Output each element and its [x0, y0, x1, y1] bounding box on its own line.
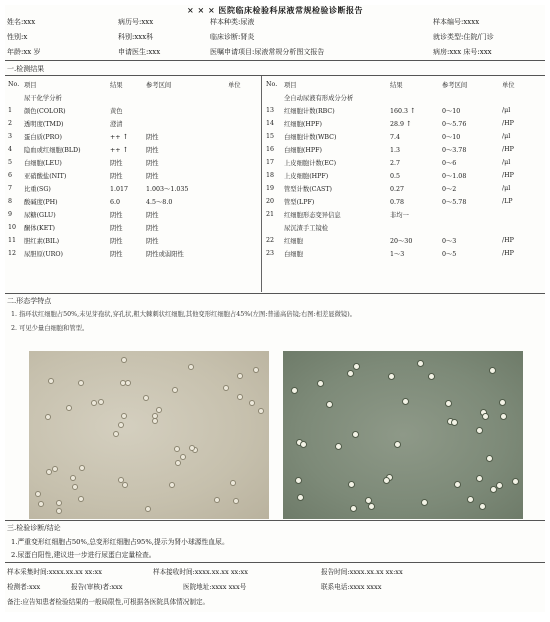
test-item: 蛋白质(PRO)	[24, 134, 62, 141]
test-result: 阴性	[110, 225, 123, 232]
cell-dot	[78, 496, 84, 502]
reference-range: 0～3	[442, 238, 457, 245]
result-row	[265, 182, 543, 195]
divider	[5, 60, 545, 61]
group-row	[265, 91, 543, 104]
cell-dot	[348, 481, 355, 488]
cell-dot	[237, 394, 243, 400]
cell-dot	[223, 385, 229, 391]
col-item: 项目	[284, 82, 297, 89]
row-number: 10	[8, 224, 17, 231]
col-reference: 参考区间	[442, 82, 468, 89]
cell-dot	[45, 414, 51, 420]
cell-dot	[66, 405, 72, 411]
cell-dot	[118, 422, 124, 428]
test-result: 黄色	[110, 108, 123, 115]
cell-dot	[445, 400, 452, 407]
row-number: 21	[266, 211, 275, 218]
test-result: ++ ↑	[110, 145, 129, 154]
abnormal-flag: ↑	[406, 119, 412, 128]
col-no: No.	[8, 81, 20, 88]
cell-dot	[428, 373, 435, 380]
result-row	[7, 130, 259, 143]
cell-dot	[402, 398, 409, 405]
table-divider	[261, 76, 262, 292]
test-item: 白细胞(HPF)	[284, 147, 322, 154]
test-item: 白细胞	[284, 251, 303, 258]
reference-range: 0～10	[442, 134, 461, 141]
unit	[227, 130, 259, 143]
cell-dot	[300, 441, 307, 448]
cell-dot	[258, 408, 264, 414]
unit	[227, 117, 259, 130]
row-number: 4	[8, 146, 13, 153]
cell-dot	[152, 418, 158, 424]
cell-dot	[78, 380, 84, 386]
cell-dot	[317, 380, 324, 387]
cell-dot	[335, 443, 342, 450]
row-number	[265, 221, 283, 234]
unit: /HP	[502, 250, 514, 257]
cell-dot	[35, 491, 41, 497]
cell-dot	[48, 378, 54, 384]
unit	[227, 104, 259, 117]
test-item: 酮体(KET)	[24, 225, 56, 232]
sample-number: 样本编号:xxxx	[433, 18, 480, 26]
row-number: 6	[8, 172, 13, 179]
row-number: 18	[266, 172, 275, 179]
reference-range	[441, 221, 501, 234]
result-row	[7, 182, 259, 195]
result-row	[265, 130, 543, 143]
result-row	[7, 143, 259, 156]
test-result: 2.7	[390, 159, 401, 167]
unit: /LP	[502, 198, 513, 205]
conclusion-2: 2.尿蛋白阳性,建议进一步进行尿蛋白定量检查。	[11, 551, 156, 559]
result-row	[7, 234, 259, 247]
result-row	[265, 117, 543, 130]
cell-dot	[368, 503, 375, 510]
row-number: 23	[266, 250, 275, 257]
col-result: 结果	[390, 82, 403, 89]
reference-range: 阴性	[146, 212, 159, 219]
test-item: 酸碱度(PH)	[24, 199, 58, 206]
col-unit: 单位	[502, 82, 515, 89]
group-label: 全自动尿液有形成分分析	[284, 95, 354, 102]
cell-dot	[125, 380, 131, 386]
cell-dot	[174, 446, 180, 452]
cell-dot	[121, 413, 127, 419]
col-item: 项目	[24, 82, 37, 89]
hospital-address: 医院地址:xxxx xxx号	[183, 583, 247, 591]
cell-dot	[175, 460, 181, 466]
unit: /μl	[502, 107, 511, 114]
result-row	[7, 208, 259, 221]
brightfield-micrograph	[29, 351, 269, 519]
reference-range: 阴性	[146, 238, 159, 245]
test-item: 颜色(COLOR)	[24, 108, 66, 115]
cell-dot	[326, 401, 333, 408]
cell-dot	[70, 475, 76, 481]
test-result: 0.5	[390, 172, 401, 180]
test-result: 1～3	[390, 251, 405, 258]
department: 科别:xxx科	[118, 33, 154, 41]
group-label: 尿干化学分析	[24, 95, 62, 102]
reference-range: 0～5.76	[442, 121, 467, 128]
row-number: 9	[8, 211, 13, 218]
patient-name: 姓名:xxx	[7, 18, 36, 26]
cell-dot	[490, 486, 497, 493]
test-item: 上皮细胞计数(EC)	[284, 160, 337, 167]
unit	[227, 169, 259, 182]
patient-age: 年龄:xx 岁	[7, 48, 41, 56]
clinical-diagnosis: 临床诊断:肾炎	[210, 33, 255, 41]
visit-type: 就诊类型:住院/门诊	[433, 33, 494, 41]
abnormal-flag: ↑	[122, 145, 129, 154]
unit: /HP	[502, 172, 514, 179]
cell-dot	[145, 506, 151, 512]
unit	[227, 182, 259, 195]
conclusion-1: 1.严重变形红细胞占50%,总变形红细胞占95%,提示为肾小球源性血尿。	[11, 538, 229, 546]
contact-phone: 联系电话:xxxx xxxx	[321, 583, 382, 591]
test-result: 0.27	[390, 185, 405, 193]
collection-time: 样本采集时间:xxxx.xx.xx xx:xx	[7, 568, 102, 576]
unit	[227, 156, 259, 169]
reference-range: 阴性	[146, 160, 159, 167]
test-result: 7.4	[390, 133, 401, 141]
test-item: 红细胞计数(RBC)	[284, 108, 335, 115]
cell-dot	[421, 499, 428, 506]
cell-dot	[496, 482, 503, 489]
unit	[227, 247, 259, 260]
cell-dot	[249, 400, 255, 406]
col-reference: 参考区间	[146, 82, 172, 89]
test-item: 上皮细胞(HPF)	[284, 173, 329, 180]
reference-range	[441, 208, 501, 221]
reference-range: 0～1.08	[442, 173, 467, 180]
unit: /HP	[502, 237, 514, 244]
reference-range: 阴性	[146, 173, 159, 180]
divider	[5, 293, 545, 294]
test-item: 红细胞形态变异信息	[284, 212, 341, 219]
result-row	[265, 234, 543, 247]
cell-dot	[388, 373, 395, 380]
result-row	[265, 169, 543, 182]
row-number: 22	[266, 237, 275, 244]
test-result: 1.3	[390, 146, 401, 154]
morphology-note-2: 2. 可见少量白细胞和管型。	[11, 325, 89, 332]
reference-range: 0～2	[442, 186, 457, 193]
test-item: 比重(SG)	[24, 186, 51, 193]
row-number: 20	[266, 198, 275, 205]
row-number: 13	[266, 107, 275, 114]
cell-dot	[180, 454, 186, 460]
cell-dot	[394, 441, 401, 448]
cell-dot	[143, 395, 149, 401]
reference-range: 阴性	[146, 225, 159, 232]
requesting-doctor: 申请医生:xxx	[118, 48, 161, 56]
unit	[501, 208, 543, 221]
unit: /μl	[502, 133, 511, 140]
cell-dot	[156, 407, 162, 413]
row-number: 16	[266, 146, 275, 153]
reference-range: 阴性	[146, 134, 159, 141]
divider	[5, 75, 545, 76]
test-item: 透明度(TMD)	[24, 121, 64, 128]
unit: /μl	[502, 159, 511, 166]
cell-dot	[454, 481, 461, 488]
cell-dot	[172, 387, 178, 393]
cell-dot	[72, 484, 78, 490]
cell-dot	[46, 469, 52, 475]
test-result: 阴性	[110, 238, 123, 245]
unit	[227, 221, 259, 234]
col-no: No.	[266, 81, 278, 88]
unit	[227, 208, 259, 221]
row-number: 2	[8, 120, 13, 127]
result-row	[265, 195, 543, 208]
reference-range: 阴性	[146, 147, 159, 154]
table-header-row	[265, 78, 543, 91]
cell-dot	[56, 508, 62, 514]
result-row	[7, 104, 259, 117]
cell-dot	[383, 477, 390, 484]
cell-dot	[52, 466, 58, 472]
test-result: 0.78	[390, 198, 405, 206]
cell-dot	[79, 465, 85, 471]
record-number: 病历号:xxx	[118, 18, 154, 26]
cell-dot	[188, 364, 194, 370]
cell-dot	[350, 505, 357, 512]
test-item: 管型计数(CAST)	[284, 186, 332, 193]
cell-dot	[113, 431, 119, 437]
result-row	[7, 247, 259, 260]
col-result: 结果	[110, 82, 123, 89]
reference-range: 4.5～8.0	[146, 199, 173, 206]
unit	[227, 143, 259, 156]
test-item: 白细胞计数(WBC)	[284, 134, 337, 141]
section-conclusion-heading: 三.检验诊断/结论	[7, 524, 61, 532]
cell-dot	[489, 367, 496, 374]
cell-dot	[91, 400, 97, 406]
test-item: 隐血或红细胞(BLD)	[24, 147, 81, 154]
ward-bed: 病房:xxx 床号:xxx	[433, 48, 492, 56]
result-row	[7, 195, 259, 208]
test-result: 阴性	[110, 173, 123, 180]
test-item: 红细胞(HPF)	[284, 121, 322, 128]
test-result: ++ ↑	[110, 132, 129, 141]
unit	[227, 195, 259, 208]
result-row	[7, 117, 259, 130]
abnormal-flag: ↑	[122, 132, 129, 141]
test-result: 20～30	[390, 238, 413, 245]
test-result: 阴性	[110, 212, 123, 219]
test-item: 红细胞	[284, 238, 303, 245]
cell-dot	[121, 357, 127, 363]
report-page	[5, 5, 545, 612]
test-result: 澄清	[110, 121, 123, 128]
row-number: 15	[266, 133, 275, 140]
phase-contrast-micrograph	[283, 351, 523, 519]
section-results-heading: 一.检测结果	[7, 65, 45, 73]
group-row	[7, 91, 259, 104]
test-item: 胆红素(BIL)	[24, 238, 60, 245]
cell-dot	[347, 370, 354, 377]
test-item: 尿糖(GLU)	[24, 212, 56, 219]
test-result: 阴性	[110, 251, 123, 258]
row-number: 14	[266, 120, 275, 127]
cell-dot	[295, 477, 302, 484]
row-number: 17	[266, 159, 275, 166]
result-row	[265, 208, 543, 221]
result-row	[7, 169, 259, 182]
patient-sex: 性别:x	[7, 33, 28, 41]
cell-dot	[237, 373, 243, 379]
row-number: 8	[8, 198, 13, 205]
row-number: 1	[8, 107, 13, 114]
receive-time: 样本接收时间:xxxx.xx.xx xx:xx	[153, 568, 248, 576]
result-row	[265, 143, 543, 156]
cell-dot	[499, 399, 506, 406]
test-item: 亚硝酸盐(NIT)	[24, 173, 67, 180]
test-result: 1.017	[110, 185, 129, 193]
reference-range: 0～10	[442, 108, 461, 115]
col-unit: 单位	[228, 82, 241, 89]
table-header-row	[7, 78, 259, 91]
row-number: 7	[8, 185, 13, 192]
unit: /HP	[502, 120, 514, 127]
reference-range: 1.003～1.035	[146, 186, 189, 193]
sediment-table	[265, 78, 543, 260]
result-row	[265, 221, 543, 234]
test-result: 6.0	[110, 198, 121, 206]
test-item: 白细胞(LEU)	[24, 160, 62, 167]
reference-range: 0～6	[442, 160, 457, 167]
result-row	[265, 156, 543, 169]
cell-dot	[476, 427, 483, 434]
unit	[501, 221, 543, 234]
cell-dot	[297, 494, 304, 501]
requested-test: 医嘱申请项目:尿液常规分析图文报告	[210, 48, 325, 56]
cell-dot	[451, 419, 458, 426]
section-morphology-heading: 二.形态学特点	[7, 297, 52, 305]
cell-dot	[512, 478, 519, 485]
row-number: 11	[8, 237, 17, 244]
test-result	[389, 221, 441, 234]
test-result: 阴性	[110, 160, 123, 167]
morphology-note-1: 1. 指环状红细胞占50%,未见芽孢状,穿孔状,粗大棘刺状红细胞,其他变形红细胞占45%(左图:普通高倍镜;右图:相差显微镜)。	[11, 311, 356, 318]
row-number: 12	[8, 250, 17, 257]
cell-dot	[253, 367, 259, 373]
reviewer: 报告(审核)者:xxx	[71, 583, 123, 591]
unit: /HP	[502, 146, 514, 153]
examiner: 检测者:xxx	[7, 583, 41, 591]
cell-dot	[352, 431, 359, 438]
reference-range: 0～3.78	[442, 147, 467, 154]
result-row	[265, 247, 543, 260]
cell-dot	[365, 497, 372, 504]
cell-dot	[291, 387, 298, 394]
divider	[5, 562, 545, 563]
cell-dot	[98, 399, 104, 405]
cell-dot	[38, 501, 44, 507]
cell-dot	[122, 482, 128, 488]
cell-dot	[189, 445, 195, 451]
test-item: 尿胆原(URO)	[24, 251, 64, 258]
footer-note: 备注:应告知患者检验结果的一般局限性,可根据各医院具体情况制定。	[7, 598, 210, 606]
chemistry-table	[7, 78, 259, 260]
test-item: 尿沉渣手工镜检	[284, 225, 329, 232]
row-number: 3	[8, 133, 13, 140]
reference-range: 0～5.78	[442, 199, 467, 206]
cell-dot	[169, 482, 175, 488]
cell-dot	[486, 455, 493, 462]
row-number: 5	[8, 159, 13, 166]
reference-range: 阴性或弱阳性	[146, 251, 184, 258]
report-title: × × × 医院临床检验科尿液常规检验诊断报告	[187, 5, 363, 15]
cell-dot	[230, 480, 236, 486]
sample-type: 样本种类:尿液	[210, 18, 255, 26]
unit: /μl	[502, 185, 511, 192]
reference-range: 0～5	[442, 251, 457, 258]
result-row	[7, 156, 259, 169]
cell-dot	[500, 413, 507, 420]
result-row	[7, 221, 259, 234]
cell-dot	[417, 360, 424, 367]
cell-dot	[353, 363, 360, 370]
test-result: 160.3 ↑	[390, 106, 416, 115]
reference-range	[145, 117, 227, 130]
cell-dot	[56, 500, 62, 506]
result-row	[265, 104, 543, 117]
abnormal-flag: ↑	[410, 106, 416, 115]
cell-dot	[482, 413, 489, 420]
reference-range	[145, 104, 227, 117]
test-result: 28.9 ↑	[390, 119, 412, 128]
row-number: 19	[266, 185, 275, 192]
cell-dot	[467, 496, 474, 503]
divider	[5, 520, 545, 521]
cell-dot	[479, 503, 486, 510]
report-time: 报告时间:xxxx.xx.xx xx:xx	[321, 568, 403, 576]
cell-dot	[476, 475, 483, 482]
test-result: 非均一	[390, 212, 409, 219]
unit	[227, 234, 259, 247]
test-item: 管型(LPF)	[284, 199, 315, 206]
cell-dot	[214, 497, 220, 503]
cell-dot	[233, 498, 239, 504]
